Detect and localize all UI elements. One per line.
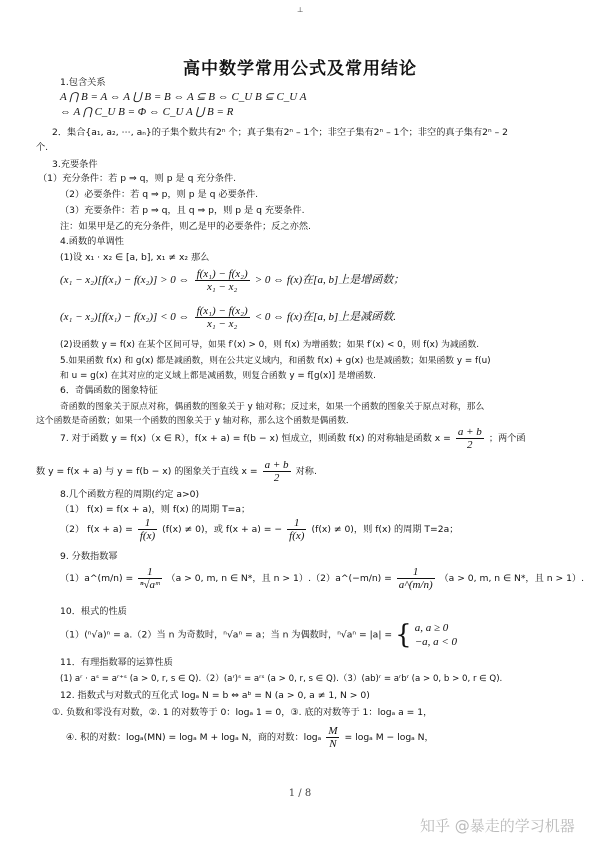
fraction-numerator: 1	[144, 517, 151, 529]
piecewise-cases	[415, 621, 457, 649]
monotonic-decreasing	[60, 303, 396, 332]
decreasing-fraction	[195, 305, 250, 330]
section-5-continued: 和 u = g(x) 在其对应的定义域上都是减函数，则复合函数 y = f[g(x)] 是增函数.	[60, 371, 376, 381]
section-7-line-2	[36, 458, 317, 486]
log-properties-2	[66, 723, 434, 753]
radical-text: （1）(ⁿ√a)ⁿ = a.（2）当 n 为奇数时，ⁿ√aⁿ = a；当 n 为偶数时，ⁿ√aⁿ = |a| =	[60, 629, 393, 641]
symmetry-line-fraction	[263, 459, 291, 484]
radical-properties	[60, 618, 457, 653]
fraction-numerator: 1	[147, 566, 153, 578]
section-7-text: 7. 对于函数 y = f(x)（x ∈ R），f(x + a) = f(b − x) 恒成立，则函数 f(x) 的对称轴是函数 x =	[60, 433, 451, 444]
sufficient-necessary-condition: （3）充要条件：若 p ⇒ q，且 q ⇒ p，则 p 是 q 充要条件.	[60, 205, 305, 216]
fraction-numerator: a + b	[457, 426, 482, 438]
section-7-tail: ；两个函	[488, 433, 526, 444]
fractional-exponent-line	[60, 563, 584, 595]
necessary-condition: （2）必要条件：若 q ⇒ p，则 p 是 q 必要条件.	[60, 189, 259, 200]
fraction-denominator: a^(m/n)	[398, 579, 433, 591]
fraction-denominator: 2	[456, 438, 484, 451]
condition-note: 注：如果甲是乙的充分条件，则乙是甲的必要条件；反之亦然.	[60, 221, 311, 232]
fractional-exp-fraction-1	[138, 566, 162, 591]
fraction-numerator: M	[328, 725, 338, 737]
fraction-numerator: 1	[294, 517, 300, 529]
exponent-rules: (1) aʳ · aˢ = aʳ⁺ˢ (a > 0, r, s ∈ Q).（2）(aʳ)ˢ = aʳˢ (a > 0, r, s ∈ Q).（3）(ab)ʳ = aʳbʳ (a > 0, b > 0, r ∈ Q).	[60, 674, 503, 684]
monotonic-setup: (1)设 x₁ · x₂ ∈ [a, b], x₁ ≠ x₂ 那么	[60, 252, 210, 263]
increasing-right: > 0 ⇔ f(x)在[a, b]上是增函数；	[254, 274, 405, 286]
fraction-numerator: f(x₁) − f(x₂)	[196, 305, 248, 317]
period-case-2	[60, 515, 458, 545]
fraction-numerator: f(x₁) − f(x₂)	[196, 268, 248, 280]
section-6-text: 奇函数的图象关于原点对称，偶函数的图象关于 y 轴对称；反过来，如果一个函数的图象关于原点对称，那么	[60, 402, 485, 412]
log-product-text: ④. 积的对数：logₐ(MN) = logₐ M + logₐ N，商的对数：logₐ	[66, 732, 322, 743]
fraction-denominator: ⁿ√aᵐ	[140, 579, 160, 591]
section-2-text: 2．集合{a₁, a₂, ⋯, aₙ}的子集个数共有2ⁿ 个；真子集有2ⁿ – 1个；非空子集有2ⁿ – 1个；非空的真子集有2ⁿ – 2	[52, 127, 508, 138]
period-case-2-left: （2） f(x + a) =	[60, 524, 133, 535]
section-10-heading: 10．根式的性质	[60, 606, 127, 617]
increasing-fraction	[195, 268, 250, 293]
fraction-denominator: x₁ − x₂	[195, 317, 250, 330]
header-mark: ⊥	[296, 6, 304, 14]
fraction-denominator: 2	[263, 471, 291, 484]
sufficient-condition: （1）充分条件：若 p ⇒ q，则 p 是 q 充分条件.	[38, 173, 237, 184]
piecewise-case-2: −a, a < 0	[414, 636, 458, 648]
section-11-heading: 11．有理指数幂的运算性质	[60, 657, 173, 668]
piecewise-brace: {	[395, 620, 412, 650]
increasing-left: (x₁ − x₂)[f(x₁) − f(x₂)] > 0 ⇔	[60, 274, 190, 286]
fraction-numerator: 1	[412, 566, 419, 578]
section-12-heading: 12. 指数式与对数式的互化式 logₐ N = b ⇔ aᵇ = N (a > 0, a ≠ 1, N > 0)	[60, 690, 370, 701]
section-5-text: 5.如果函数 f(x) 和 g(x) 都是减函数，则在公共定义域内，和函数 f(x) + g(x) 也是减函数；如果函数 y = f(u)	[60, 356, 491, 366]
fractional-exp-2: （a > 0, m, n ∈ N*，且 n > 1）.（2）a^(−m/n) =	[166, 573, 392, 584]
section-7-line-2-text: 数 y = f(x + a) 与 y = f(b − x) 的图象关于直线 x =	[36, 466, 258, 477]
period-fraction-1	[138, 517, 157, 542]
derivative-monotonic: (2)设函数 y = f(x) 在某个区间可导，如果 f′(x) > 0，则 f(x) 为增函数；如果 f′(x) < 0，则 f(x) 为减函数.	[60, 340, 480, 350]
section-1-heading: 1.包含关系	[60, 77, 106, 88]
section-4-heading: 4.函数的单调性	[60, 236, 124, 247]
section-8-heading: 8.几个函数方程的周期(约定 a>0)	[60, 489, 200, 500]
watermark: 知乎 @暴走的学习机器	[420, 817, 575, 835]
decreasing-left: (x₁ − x₂)[f(x₁) − f(x₂)] < 0 ⇔	[60, 311, 190, 323]
period-case-1: （1） f(x) = f(x + a)，则 f(x) 的周期 T=a；	[60, 504, 251, 515]
section-9-heading: 9. 分数指数幂	[60, 551, 118, 562]
fractional-exp-3: （a > 0, m, n ∈ N*，且 n > 1）.	[439, 573, 585, 584]
formula-inclusion-2: ⇔ A ⋂ C_U B = Φ ⇔ C_U A ⋃ B = R	[60, 106, 234, 118]
page-number: 1 / 8	[288, 788, 312, 799]
period-case-2-middle: (f(x) ≠ 0)，或 f(x + a) = −	[162, 524, 283, 535]
section-3-heading: 3.充要条件	[52, 159, 98, 170]
log-quotient-fraction	[326, 725, 339, 750]
log-quotient-text: = logₐ M − logₐ N，	[344, 732, 434, 743]
fractional-exp-1: （1）a^(m/n) =	[60, 573, 134, 584]
section-6-heading: 6．奇偶函数的图象特征	[60, 385, 158, 396]
decreasing-right: < 0 ⇔ f(x)在[a, b]上是减函数.	[254, 311, 396, 323]
monotonic-increasing	[60, 266, 404, 295]
fraction-denominator: x₁ − x₂	[195, 280, 250, 293]
section-7-line-2-tail: 对称.	[295, 466, 317, 477]
piecewise-case-1: a, a ≥ 0	[414, 622, 449, 634]
section-2-continued: 个.	[36, 142, 49, 153]
section-6-continued: 这个函数是奇函数；如果一个函数的图象关于 y 轴对称，那么这个函数是偶函数．	[36, 416, 355, 426]
page-title: 高中数学常用公式及常用结论	[183, 59, 417, 79]
fraction-numerator: a + b	[264, 459, 289, 471]
period-fraction-2	[287, 517, 306, 542]
fraction-denominator: N	[326, 737, 339, 750]
fractional-exp-fraction-2	[397, 566, 435, 591]
symmetry-axis-fraction	[456, 426, 484, 451]
period-case-2-right: (f(x) ≠ 0)，则 f(x) 的周期 T=2a；	[311, 524, 459, 535]
formula-inclusion-1: A ⋂ B = A ⇔ A ⋃ B = B ⇔ A ⊆ B ⇔ C_U B ⊆ C_U A	[60, 91, 307, 103]
fraction-denominator: f(x)	[289, 530, 305, 542]
fraction-denominator: f(x)	[139, 530, 156, 542]
section-7-line-1	[60, 425, 526, 453]
log-properties-1: ①. 负数和零没有对数，②. 1 的对数等于 0：logₐ 1 = 0，③. 底的对数等于 1：logₐ a = 1，	[52, 707, 433, 718]
